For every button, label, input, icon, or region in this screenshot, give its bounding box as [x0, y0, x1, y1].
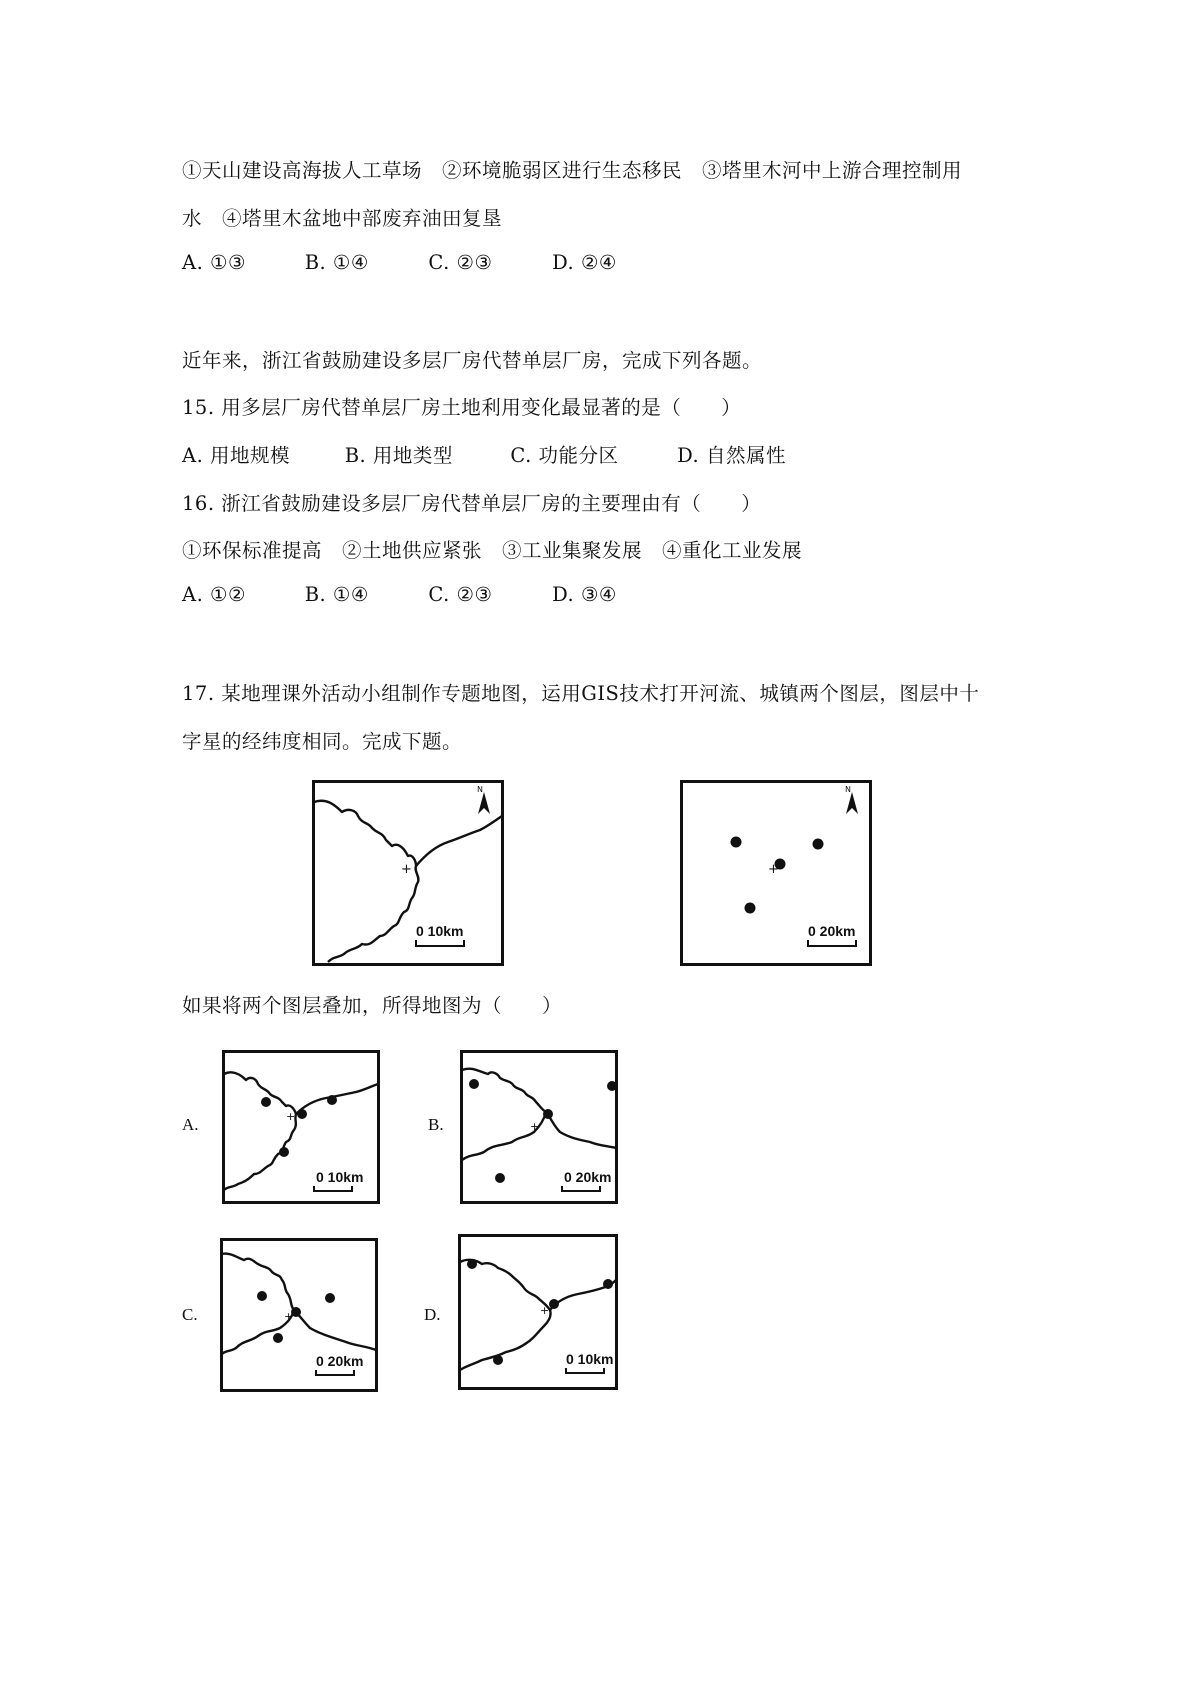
svg-text:0 20km: 0 20km [564, 1169, 612, 1185]
answer-c-map[interactable] [220, 1238, 378, 1392]
cross-star-icon: + [401, 862, 412, 877]
q14-option-c[interactable]: C. ②③ [428, 251, 493, 274]
q15-option-c[interactable]: C. 功能分区 [510, 444, 619, 467]
town-layer-map [680, 780, 872, 966]
river-line [314, 801, 418, 962]
q17-stem-line1: 17. 某地理课外活动小组制作专题地图，运用GIS技术打开河流、城镇两个图层，图层中十 [182, 682, 980, 705]
q17-question: 如果将两个图层叠加，所得地图为（ ） [182, 994, 563, 1017]
q14-option-b[interactable]: B. ①④ [304, 251, 369, 274]
q16-option-b[interactable]: B. ①④ [304, 583, 369, 606]
q14-options [182, 251, 617, 274]
q16-option-a[interactable]: A. ①② [182, 583, 246, 606]
north-arrow-icon [845, 785, 858, 814]
q14-statements-line2: 水 ④塔里木盆地中部废弃油田复垦 [182, 207, 503, 230]
town-dot [745, 903, 756, 914]
svg-text:+: + [530, 1120, 540, 1133]
north-arrow-icon [477, 785, 490, 814]
q14-option-d[interactable]: D. ②④ [552, 251, 617, 274]
river-layer-map [312, 780, 504, 966]
svg-text:0 20km: 0 20km [316, 1353, 364, 1369]
q15-stem: 15. 用多层厂房代替单层厂房土地利用变化最显著的是（ ） [182, 396, 742, 419]
river-branch [416, 816, 502, 866]
scale-bar [416, 923, 464, 946]
answer-d-map[interactable] [458, 1234, 618, 1390]
answer-d-label[interactable]: D. [424, 1305, 441, 1324]
scale-bar [808, 923, 856, 946]
answer-c-label[interactable]: C. [182, 1305, 198, 1324]
svg-text:0 20km: 0 20km [808, 923, 856, 939]
q15-option-b[interactable]: B. 用地类型 [344, 444, 453, 467]
cross-star-icon: + [768, 862, 779, 877]
svg-text:0 10km: 0 10km [566, 1351, 614, 1367]
q16-options [182, 583, 617, 606]
svg-text:+: + [284, 1310, 294, 1323]
answer-a-label[interactable]: A. [182, 1115, 199, 1134]
town-dot [813, 839, 824, 850]
q15-option-d[interactable]: D. 自然属性 [677, 444, 786, 467]
svg-text:+: + [286, 1110, 296, 1123]
answer-b-label[interactable]: B. [428, 1115, 444, 1134]
q14-statements-line1: ①天山建设高海拔人工草场 ②环境脆弱区进行生态移民 ③塔里木河中上游合理控制用 [182, 159, 963, 182]
q16-stem: 16. 浙江省鼓励建设多层厂房代替单层厂房的主要理由有（ ） [182, 492, 762, 515]
q16-option-c[interactable]: C. ②③ [428, 583, 493, 606]
q15-options [182, 440, 786, 468]
svg-text:+: + [540, 1304, 550, 1317]
group-intro: 近年来，浙江省鼓励建设多层厂房代替单层厂房，完成下列各题。 [182, 349, 763, 372]
q16-statements: ①环保标准提高 ②土地供应紧张 ③工业集聚发展 ④重化工业发展 [182, 539, 803, 562]
answer-a-map[interactable] [222, 1050, 380, 1204]
town-dot [731, 837, 742, 848]
q16-option-d[interactable]: D. ③④ [552, 583, 617, 606]
q15-option-a[interactable]: A. 用地规模 [182, 444, 290, 467]
q17-stem-line2: 字星的经纬度相同。完成下题。 [182, 730, 463, 753]
q14-option-a[interactable]: A. ①③ [182, 251, 246, 274]
svg-text:N: N [477, 785, 483, 794]
svg-text:N: N [845, 785, 851, 794]
answer-b-map[interactable] [460, 1050, 618, 1204]
svg-text:0 10km: 0 10km [416, 923, 464, 939]
svg-text:0 10km: 0 10km [316, 1169, 364, 1185]
